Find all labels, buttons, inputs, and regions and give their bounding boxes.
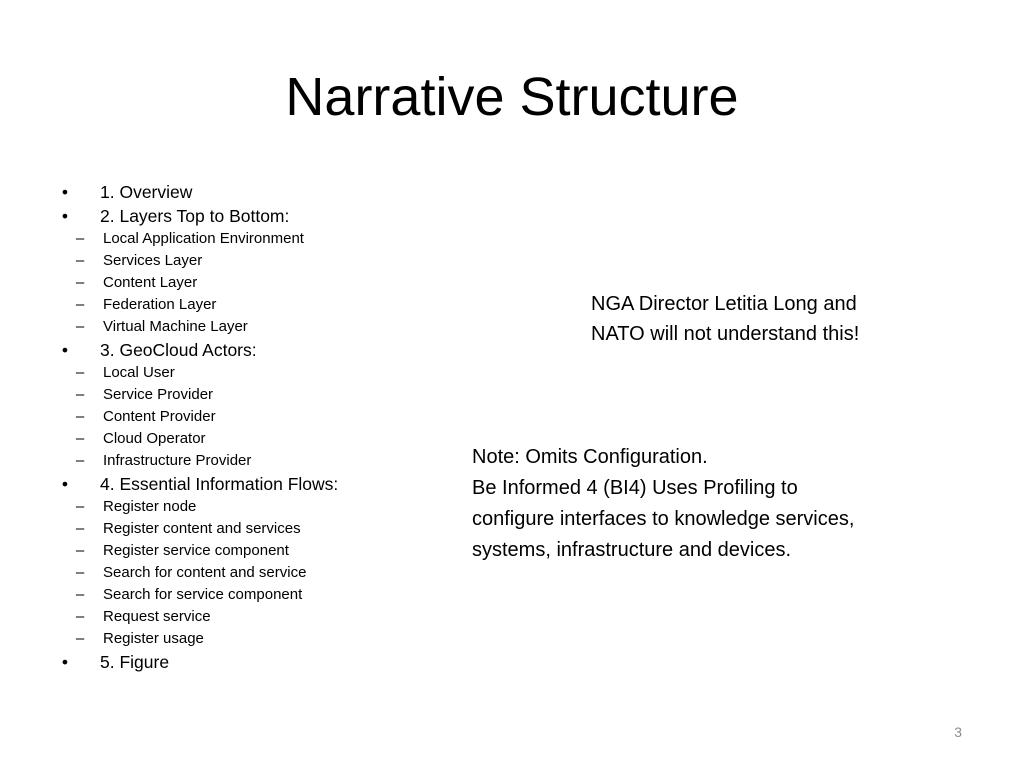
outline-subitem-label: Cloud Operator <box>103 430 206 447</box>
dash-icon: – <box>75 542 85 559</box>
dash-icon: – <box>75 498 85 515</box>
dash-icon: – <box>75 230 85 247</box>
dash-icon: – <box>75 274 85 291</box>
outline-subitem-label: Infrastructure Provider <box>103 452 252 469</box>
outline-item-label: 1. Overview <box>100 182 193 202</box>
callout-line: NGA Director Letitia Long and <box>591 293 857 315</box>
outline-item-label: 3. GeoCloud Actors: <box>100 340 257 360</box>
outline-subitem-label: Register content and services <box>103 520 301 537</box>
outline-item-label: 5. Figure <box>100 652 170 672</box>
outline-subitem-label: Search for content and service <box>103 564 307 581</box>
outline-sublist <box>58 496 478 650</box>
outline-sublist <box>58 362 478 472</box>
dash-icon: – <box>75 564 85 581</box>
dash-icon: – <box>75 608 85 625</box>
outline-subitem-label: Services Layer <box>103 252 203 269</box>
outline-subitem <box>58 518 478 540</box>
outline-subitem-label: Content Provider <box>103 408 216 425</box>
outline-subitem <box>58 228 478 250</box>
bullet-icon: • <box>61 652 69 672</box>
dash-icon: – <box>75 520 85 537</box>
dash-icon: – <box>75 586 85 603</box>
outline-subitem-label: Register node <box>103 498 197 515</box>
bullet-icon: • <box>61 474 69 494</box>
dash-icon: – <box>75 252 85 269</box>
callout-line: Note: Omits Configuration. <box>472 446 708 468</box>
outline-item <box>58 338 478 472</box>
outline-subitem <box>58 250 478 272</box>
callout-line: Be Informed 4 (BI4) Uses Profiling to <box>472 477 798 499</box>
outline-subitem <box>58 428 478 450</box>
bullet-icon: • <box>61 182 69 202</box>
outline-subitem-label: Register usage <box>103 630 204 647</box>
outline-list <box>58 180 478 674</box>
outline-sublist <box>58 228 478 338</box>
dash-icon: – <box>75 364 85 381</box>
outline-subitem <box>58 562 478 584</box>
dash-icon: – <box>75 318 85 335</box>
dash-icon: – <box>75 386 85 403</box>
outline-subitem-label: Virtual Machine Layer <box>103 318 248 335</box>
outline-subitem <box>58 406 478 428</box>
outline-subitem-label: Service Provider <box>103 386 214 403</box>
callout-line: configure interfaces to knowledge services, <box>472 508 855 530</box>
outline-subitem-label: Content Layer <box>103 274 198 291</box>
callout-line: systems, infrastructure and devices. <box>472 539 792 561</box>
outline-item <box>58 180 478 204</box>
outline-subitem-label: Search for service component <box>103 586 303 603</box>
bullet-icon: • <box>61 340 69 360</box>
outline-subitem <box>58 496 478 518</box>
outline-subitem-label: Local Application Environment <box>103 230 304 247</box>
dash-icon: – <box>75 452 85 469</box>
outline-item <box>58 650 478 674</box>
outline-subitem <box>58 628 478 650</box>
dash-icon: – <box>75 630 85 647</box>
dash-icon: – <box>75 430 85 447</box>
outline-subitem-label: Local User <box>103 364 175 381</box>
dash-icon: – <box>75 408 85 425</box>
outline-subitem-label: Register service component <box>103 542 289 559</box>
outline-item-label: 2. Layers Top to Bottom: <box>100 206 290 226</box>
callout-line: NATO will not understand this! <box>591 323 860 345</box>
page-number: 3 <box>954 724 962 740</box>
outline-subitem-label: Federation Layer <box>103 296 217 313</box>
outline-subitem <box>58 584 478 606</box>
outline-subitem <box>58 272 478 294</box>
bullet-icon: • <box>61 206 69 226</box>
outline-subitem <box>58 294 478 316</box>
dash-icon: – <box>75 296 85 313</box>
callout-note-nga <box>591 289 971 349</box>
outline-subitem <box>58 384 478 406</box>
outline-subitem <box>58 450 478 472</box>
outline-subitem <box>58 316 478 338</box>
outline-subitem <box>58 540 478 562</box>
outline-subitem <box>58 606 478 628</box>
slide-title: Narrative Structure <box>285 67 739 127</box>
outline-item <box>58 472 478 650</box>
outline-item-label: 4. Essential Information Flows: <box>100 474 339 494</box>
outline-subitem <box>58 362 478 384</box>
outline-item <box>58 204 478 338</box>
outline-subitem-label: Request service <box>103 608 211 625</box>
callout-note-configuration <box>472 442 972 566</box>
